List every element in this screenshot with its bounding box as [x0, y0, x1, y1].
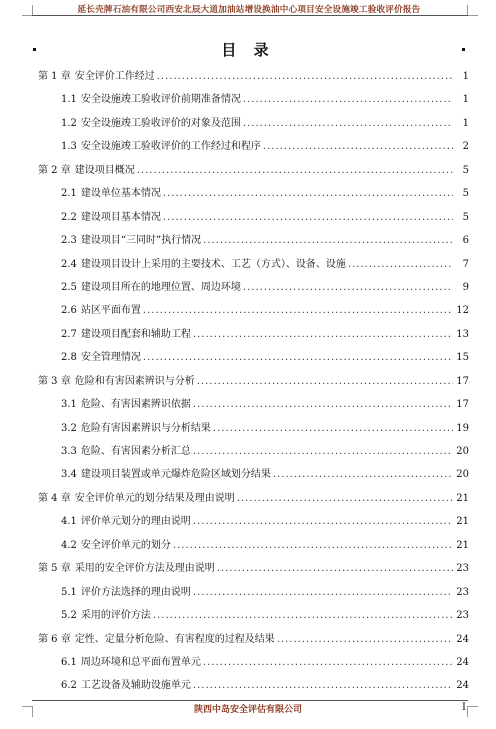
toc-page-number: 17 [456, 399, 469, 411]
toc-leader-dots [193, 323, 453, 346]
toc-entry-label: 定性、定量分析危险、有害程度的过程及结果 [74, 633, 275, 645]
running-header: 延长壳牌石油有限公司西安北辰大道加油站增设换油中心项目安全设施竣工验收评价报告 [77, 5, 421, 15]
toc-chapter-entry[interactable] [38, 557, 469, 580]
toc-entry-label: 危险有害因素辨识与分析结果 [80, 422, 211, 434]
toc-entry-label: 安全评价单元的划分结果及理由说明 [74, 492, 235, 504]
footer-rule [32, 700, 468, 701]
toc-page-number: 24 [456, 680, 469, 692]
toc-leader-dots [243, 276, 453, 299]
toc-page-number: 5 [462, 164, 469, 176]
toc-entry-label: 建设项目所在的地理位置、周边环境 [80, 281, 241, 293]
toc-entry-label: 安全设施竣工验收评价的工作经过和程序 [80, 141, 261, 153]
toc-page-number: 7 [462, 258, 469, 270]
toc-leader-dots [193, 393, 453, 416]
toc-entry-label: 安全设施竣工验收评价前期准备情况 [80, 94, 241, 106]
toc-entry-label: 安全设施竣工验收评价的对象及范围 [80, 117, 241, 129]
corner-mark-top-right [467, 5, 478, 16]
toc-entry-number: 4.2 [61, 539, 77, 551]
toc-page-number: 20 [456, 446, 469, 457]
toc-entry-label: 评价单元划分的理由说明 [80, 516, 191, 528]
toc-page-number: 5 [462, 211, 469, 223]
toc-entry-label: 工艺设备及辅助设施单元 [80, 680, 191, 692]
toc-page-number: 21 [456, 492, 469, 504]
toc-entry-number: 2.6 [61, 305, 77, 317]
toc-page-number: 2 [462, 141, 469, 153]
toc-entry-number: 2.4 [61, 258, 77, 270]
toc-section-entry[interactable] [38, 417, 469, 440]
toc-leader-dots [193, 440, 453, 463]
toc-leader-dots [163, 206, 453, 229]
toc-page-number: 5 [462, 188, 469, 200]
toc-entry-number: 6.2 [61, 680, 77, 692]
toc-leader-dots [137, 159, 453, 182]
toc-section-entry[interactable] [38, 182, 469, 205]
toc-leader-dots [193, 674, 453, 697]
toc-page-number: 23 [456, 563, 469, 575]
toc-leader-dots [153, 604, 453, 627]
toc-leader-dots [277, 628, 453, 651]
toc-entry-number: 4.1 [61, 516, 77, 528]
toc-entry-label: 危险和有害因素辨识与分析 [74, 375, 195, 387]
toc-entry-number: 2.8 [61, 352, 77, 364]
toc-page-number: 12 [456, 305, 469, 317]
toc-chapter-entry[interactable] [38, 487, 469, 510]
toc-section-entry[interactable] [38, 651, 469, 674]
toc-entry-label: 评价方法选择的理由说明 [80, 586, 191, 598]
toc-page-number: 24 [456, 633, 469, 645]
toc-entry-number: 3.3 [61, 446, 77, 457]
toc-chapter-entry[interactable] [38, 65, 469, 88]
toc-chapter-entry[interactable] [38, 628, 469, 651]
toc-leader-dots [157, 65, 453, 88]
page-title: 目 录 [221, 41, 275, 59]
toc-section-entry[interactable] [38, 393, 469, 416]
toc-section-entry[interactable] [38, 534, 469, 557]
toc-section-entry[interactable] [38, 323, 469, 346]
toc-chapter-entry[interactable] [38, 159, 469, 182]
toc-entry-number: 2.1 [61, 188, 77, 200]
toc-entry-number: 2.5 [61, 281, 77, 293]
toc-entry-number: 1.1 [61, 94, 77, 106]
toc-leader-dots [243, 88, 453, 111]
toc-entry-label: 建设项目装置或单元爆炸危险区域划分结果 [80, 469, 271, 481]
toc-section-entry[interactable] [38, 229, 469, 252]
toc-section-entry[interactable] [38, 604, 469, 627]
toc-page-number: 1 [462, 71, 469, 82]
toc-entry-label: 危险、有害因素辨识依据 [80, 399, 191, 411]
toc-entry-label: 周边环境和总平面布置单元 [80, 656, 201, 668]
toc-entry-number: 3.4 [61, 469, 77, 481]
toc-leader-dots [203, 229, 453, 252]
toc-page-number: 19 [456, 422, 469, 434]
toc-section-entry[interactable] [38, 88, 469, 111]
toc-entry-number: 第 6 章 [38, 633, 71, 645]
toc-section-entry[interactable] [38, 674, 469, 697]
toc-leader-dots [217, 557, 453, 580]
toc-page-number: 1 [462, 117, 469, 129]
toc-page-number: 24 [456, 656, 469, 668]
toc-entry-label: 建设项目“三同时”执行情况 [80, 235, 202, 247]
toc-page-number: 20 [456, 469, 469, 481]
table-of-contents [38, 65, 469, 698]
toc-entry-number: 第 5 章 [38, 563, 71, 575]
toc-entry-number: 3.2 [61, 422, 77, 434]
toc-entry-label: 安全评价工作经过 [74, 71, 155, 82]
footer-page-number: I [462, 702, 466, 713]
toc-section-entry[interactable] [38, 510, 469, 533]
toc-entry-number: 2.7 [61, 328, 77, 340]
toc-leader-dots [203, 651, 453, 674]
toc-page-number: 1 [462, 94, 469, 106]
toc-section-entry[interactable] [38, 299, 469, 322]
toc-leader-dots [197, 370, 453, 393]
toc-leader-dots [193, 581, 453, 604]
toc-entry-number: 第 4 章 [38, 492, 71, 504]
toc-leader-dots [143, 299, 453, 322]
toc-entry-number: 6.1 [61, 656, 77, 668]
toc-section-entry[interactable] [38, 253, 469, 276]
toc-entry-label: 安全评价单元的划分 [80, 539, 171, 551]
toc-leader-dots [193, 510, 453, 533]
toc-entry-label: 建设项目概况 [74, 164, 135, 176]
toc-entry-number: 1.2 [61, 117, 77, 129]
toc-entry-number: 第 3 章 [38, 375, 71, 387]
toc-leader-dots [237, 487, 453, 510]
toc-leader-dots [273, 463, 453, 486]
toc-chapter-entry[interactable] [38, 370, 469, 393]
toc-section-entry[interactable] [38, 135, 469, 158]
toc-leader-dots [213, 417, 453, 440]
toc-entry-number: 5.2 [61, 610, 77, 622]
toc-section-entry[interactable] [38, 276, 469, 299]
toc-leader-dots [143, 346, 453, 369]
toc-page-number: 15 [456, 352, 469, 364]
toc-page-number: 6 [462, 235, 469, 247]
toc-entry-label: 安全管理情况 [80, 352, 141, 364]
toc-leader-dots [163, 182, 453, 205]
toc-section-entry[interactable] [38, 112, 469, 135]
toc-page-number: 21 [456, 516, 469, 528]
toc-entry-number: 1.3 [61, 141, 77, 153]
toc-section-entry[interactable] [38, 206, 469, 229]
toc-entry-label: 危险、有害因素分析汇总 [80, 446, 191, 457]
toc-section-entry[interactable] [38, 463, 469, 486]
toc-entry-number: 3.1 [61, 399, 77, 411]
toc-entry-label: 建设单位基本情况 [80, 188, 161, 200]
toc-page-number: 23 [456, 586, 469, 598]
toc-entry-number: 2.2 [61, 211, 77, 223]
toc-page-number: 13 [456, 328, 469, 340]
header-rule [32, 15, 468, 16]
toc-leader-dots [263, 135, 453, 158]
toc-page-number: 9 [462, 281, 469, 293]
toc-page-number: 17 [456, 375, 469, 387]
toc-section-entry[interactable] [38, 440, 469, 463]
toc-page-number: 21 [456, 539, 469, 551]
toc-entry-label: 建设项目设计上采用的主要技术、工艺（方式）、设备、设施 [80, 258, 346, 270]
toc-entry-label: 站区平面布置 [80, 305, 141, 317]
toc-entry-label: 建设项目基本情况 [80, 211, 161, 223]
toc-entry-number: 2.3 [61, 235, 77, 247]
toc-section-entry[interactable] [38, 581, 469, 604]
toc-entry-label: 建设项目配套和辅助工程 [80, 328, 191, 340]
toc-section-entry[interactable] [38, 346, 469, 369]
toc-page-number: 23 [456, 610, 469, 622]
toc-entry-label: 采用的安全评价方法及理由说明 [74, 563, 215, 575]
toc-entry-number: 第 1 章 [38, 71, 71, 82]
toc-entry-number: 第 2 章 [38, 164, 71, 176]
toc-entry-number: 5.1 [61, 586, 77, 598]
toc-leader-dots [348, 253, 453, 276]
toc-entry-label: 采用的评价方法 [80, 610, 151, 622]
footer-company: 陕西中岛安全评估有限公司 [193, 705, 302, 715]
toc-leader-dots [173, 534, 453, 557]
toc-leader-dots [243, 112, 453, 135]
